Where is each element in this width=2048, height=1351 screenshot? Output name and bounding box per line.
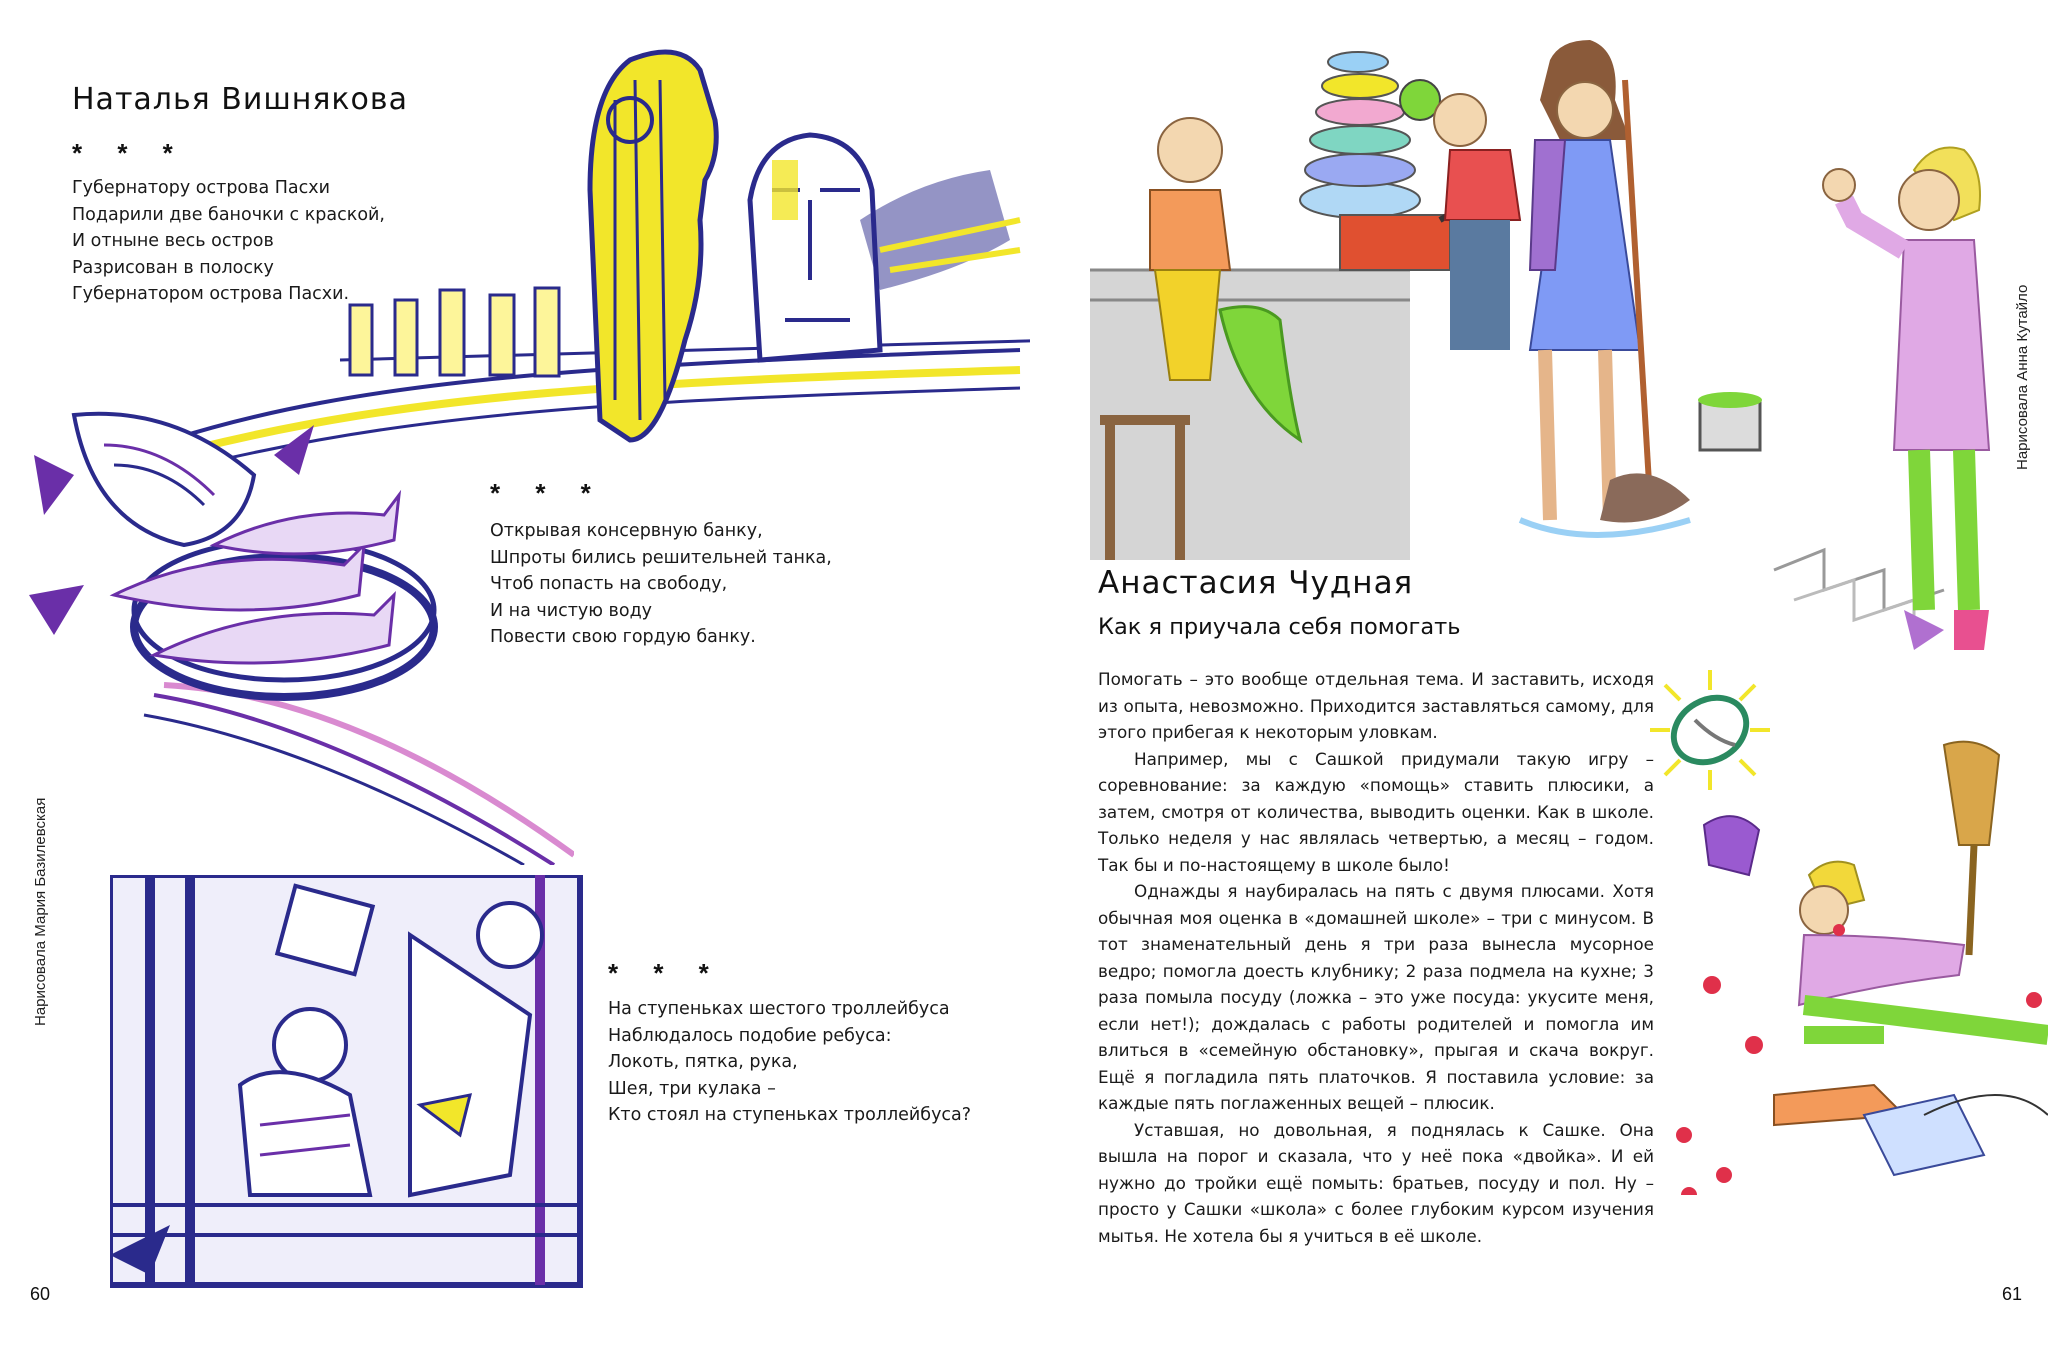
girl-waving-illustration [1764,130,2024,690]
illustrator-credit: Нарисовала Анна Кутайло [2014,284,2031,470]
poem-sprats [490,518,832,651]
poem-line: Губернатором острова Пасхи. [72,284,350,304]
kitchen-illustration [1090,20,1780,560]
poem-line: Разрисован в полоску [72,257,274,278]
flying-girl-illustration [1664,735,2048,1195]
right-page [1024,0,2048,1351]
story-paragraph: Помогать – это вообще отдельная тема. И заставить, исходя из опыта, невозможно. Приходится заставляться самому, для этого прибегая к некоторым уловкам. [1098,669,1654,742]
trolleybus-illustration [110,875,590,1295]
story-title: Как я приучала себя помогать [1098,614,1461,640]
poem-line: И отныне весь остров [72,231,274,251]
poem-line: Открывая консервную банку, [490,521,763,541]
poem-line: Повести свою гордую банку. [490,627,756,647]
poem-line: Шея, три кулака – [608,1078,776,1099]
author-name: Анастасия Чудная [1098,565,1414,601]
poem-stars: * * * [72,138,187,168]
poem-trolleybus [608,996,971,1129]
story-paragraph: Уставшая, но довольная, я поднялась к Сашке. Она вышла на порог и сказала, что у неё пока «двойка». И ей нужно до тройки ещё помыть: братьев, посуду и пол. Ну – просто у Сашки «школа» с более глубоким курсом изучения мытья. Не хотела бы я учиться в её школе. [1098,1119,1654,1246]
poem-stars: * * * [608,958,723,988]
poem-line: Кто стоял на ступеньках троллейбуса? [608,1105,972,1125]
poem-line: Губернатору острова Пасхи [72,178,330,198]
poem-line: На ступеньках шестого троллейбуса [608,999,950,1019]
poem-line: И на чистую воду [490,600,653,621]
page-number: 61 [2002,1284,2023,1304]
poem-line: Чтоб попасть на свободу, [490,574,728,594]
poem-stars: * * * [490,478,605,508]
illustrator-credit: Нарисовала Мария Базилевская [32,797,49,1026]
poem-line: Локоть, пятка, рука, [608,1052,798,1072]
story-paragraph: Например, мы с Сашкой придумали такую игру – соревнование: за каждую «помощь» ставить плюсики, а затем, смотря от количества, выводить оценки. Как в школе. Только неделя у нас являлась четвертью, а месяц – годом. Так бы и по-настоящему в школе было! [1098,748,1654,875]
moai-illustration [160,20,1030,460]
poem-line: Подарили две баночки с краской, [72,204,385,225]
poem-line: Шпроты бились решительней танка, [490,547,832,568]
story-paragraph: Однажды я наубиралась на пять с двумя плюсами. Хотя обычная моя оценка в «домашней школе» – три с минусом. В тот знаменательный день я три раза вынесла мусорное ведро; помогла доесть клубнику; 2 раза подмела на кухне; 3 раза помыла посуду (ложка – это уже посуда: укусите меня, если нет!); дождалась с работы родителей и помогла им влиться в «семейную обстановку», прыгая и скача вокруг. Ещё я погладила пять платочков. Я поставила условие: за каждые пять поглаженных вещей – плюсик. [1098,881,1654,1113]
story-text [1098,666,1654,1249]
poem-line: Наблюдалось подобие ребуса: [608,1025,892,1046]
page-number: 60 [30,1284,51,1304]
author-name: Наталья Вишнякова [72,82,408,117]
